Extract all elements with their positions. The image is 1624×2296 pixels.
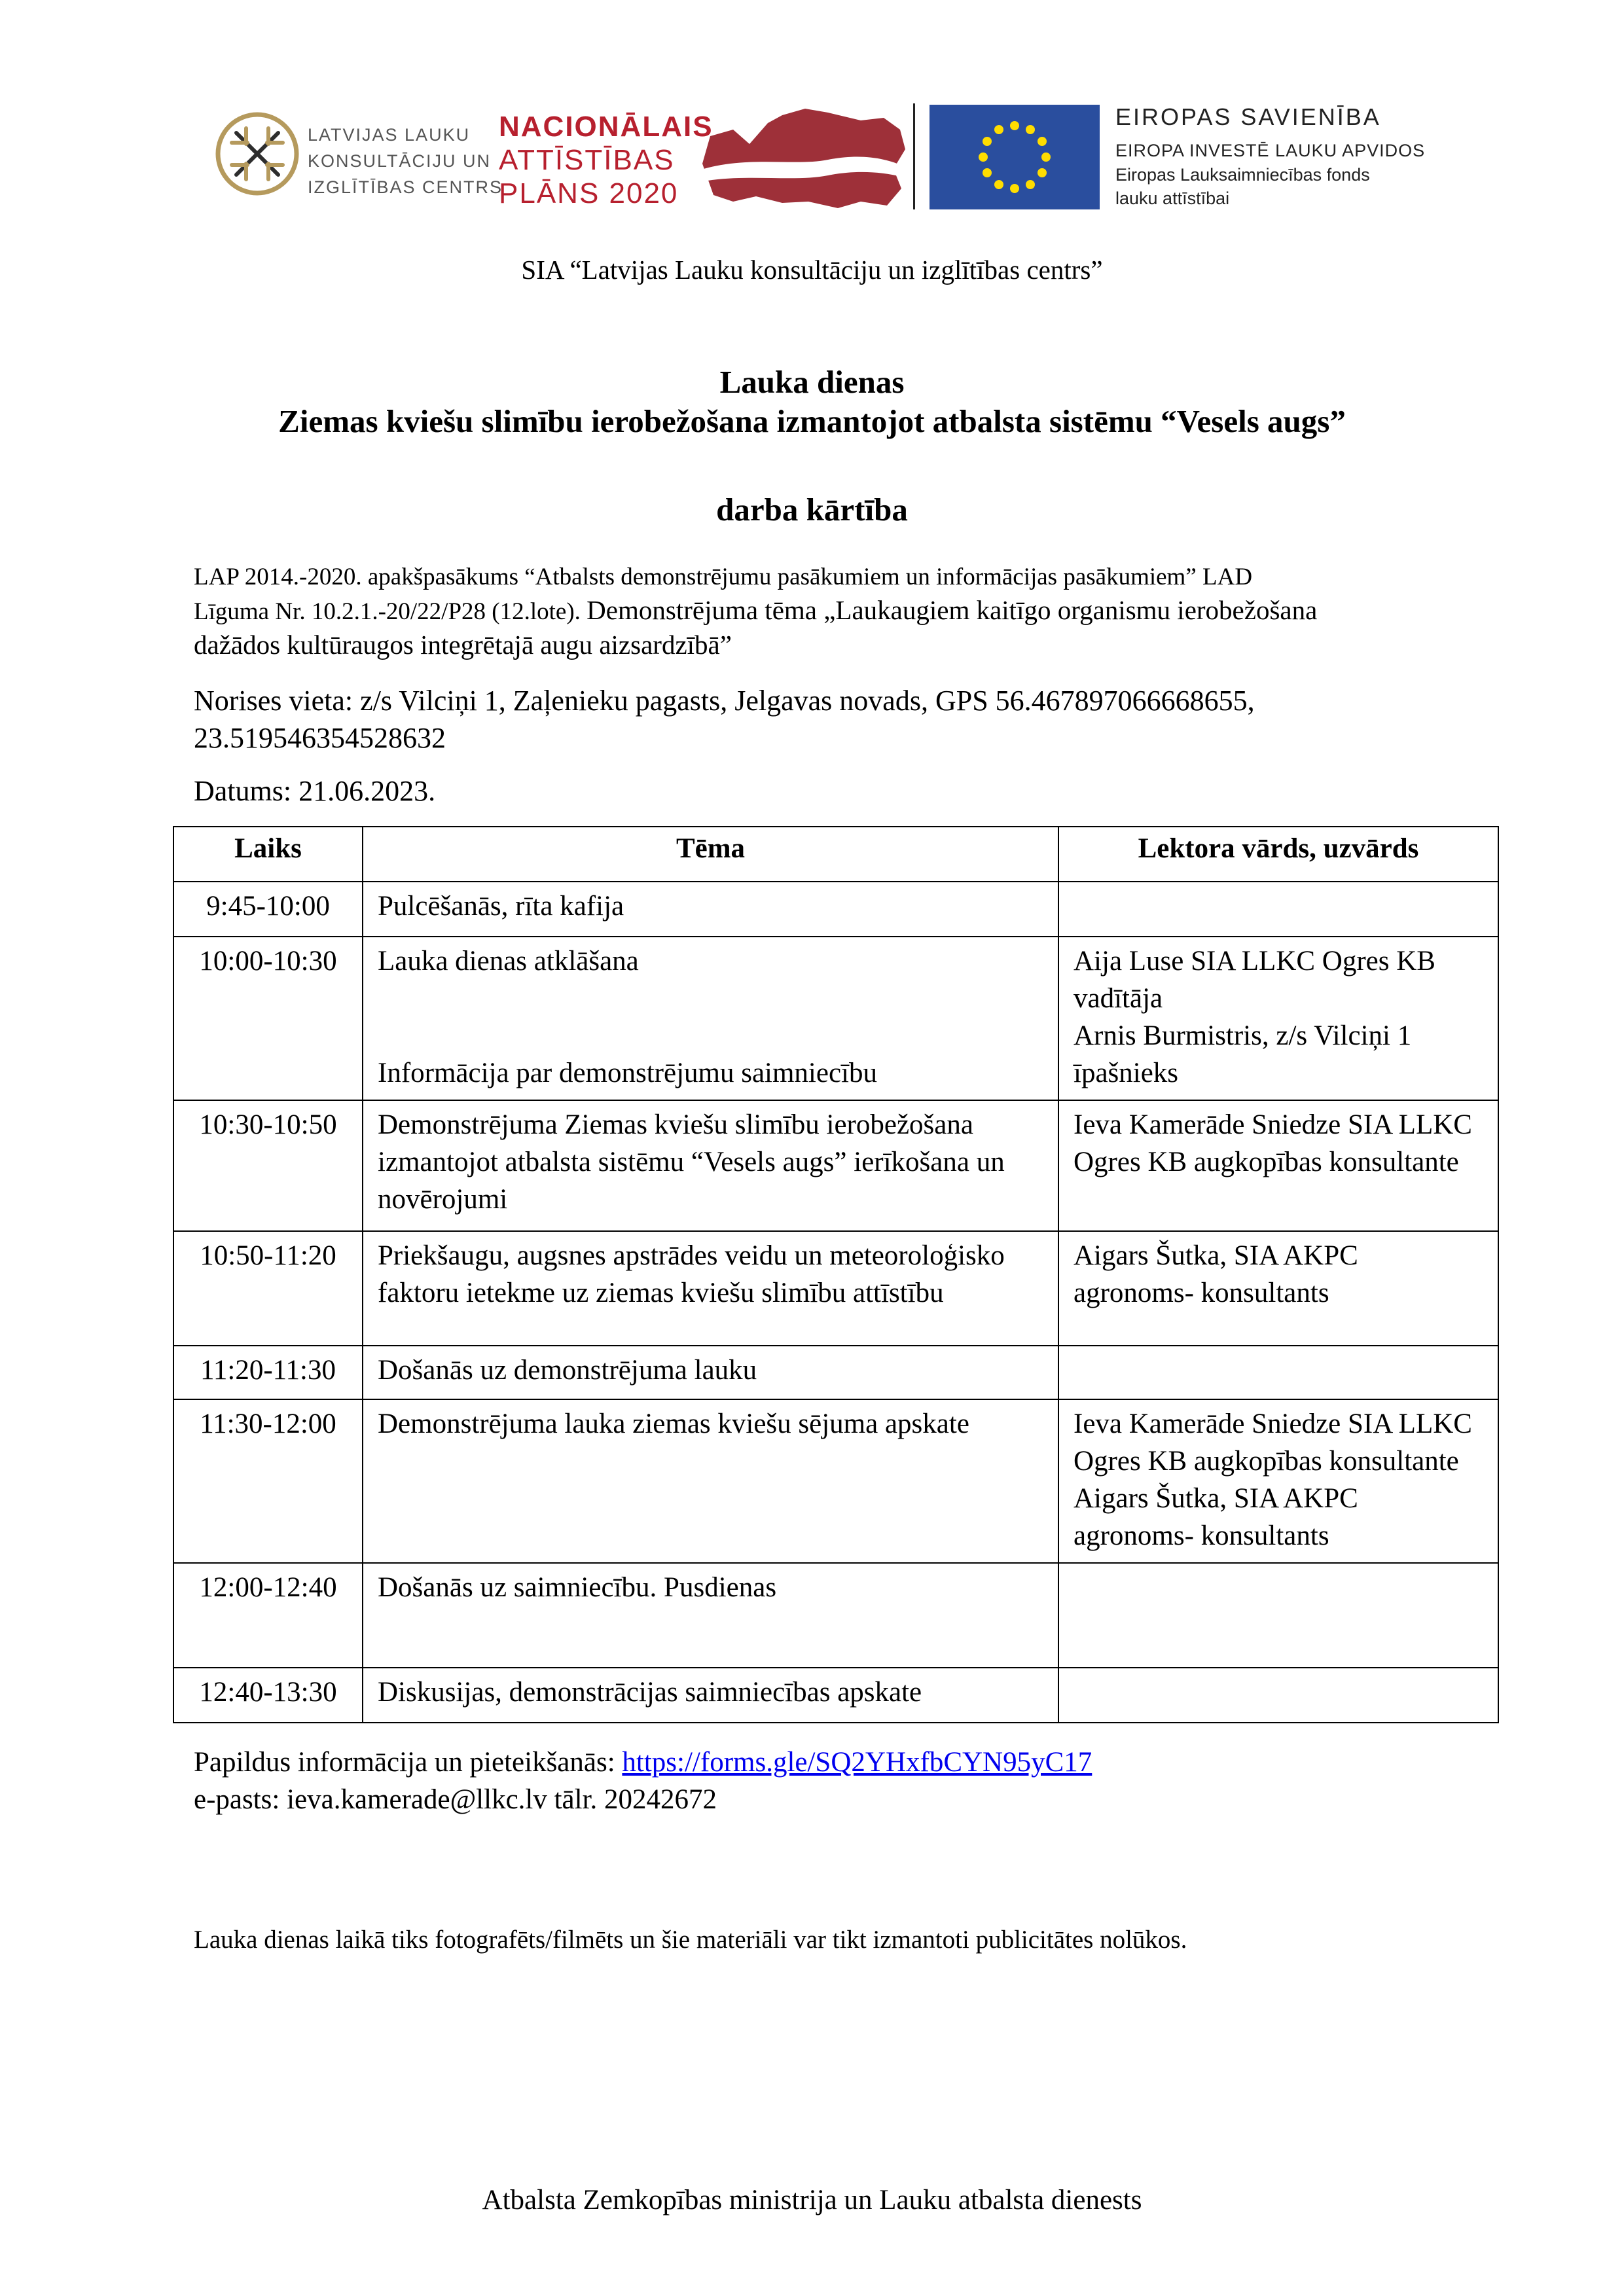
llkc-line-2: KONSULTĀCIJU UN [308, 151, 492, 171]
agenda-heading: darba kārtība [716, 492, 908, 528]
table-row [173, 1231, 1498, 1346]
row-lecturer: Ieva Kamerāde Sniedze SIA LLKC Ogres KB augkopības konsultante Aigars Šutka, SIA AKPC agronoms- konsultants [1058, 1399, 1498, 1563]
table-row [173, 882, 1498, 937]
table-row [173, 1399, 1498, 1563]
photo-notice: Lauka dienas laikā tiks fotografēts/filmēts un šie materiāli var tikt izmantoti publicitātes nolūkos. [194, 1926, 1187, 1954]
additional-info [194, 1744, 1092, 1818]
llkc-logo [213, 110, 301, 198]
eu-title: EIROPAS SAVIENĪBA [1115, 103, 1381, 130]
eu-flag [929, 105, 1100, 209]
venue-text: Norises vieta: z/s Vilciņi 1, Zaļenieku pagasts, Jelgavas novads, GPS 56.467897066668655, 23.519546354528632 [194, 685, 1255, 754]
document-subtitle: Ziemas kviešu slimību ierobežošana izmantojot atbalsta sistēmu “Vesels augs” [278, 403, 1346, 439]
document-title: Lauka dienas [719, 364, 905, 400]
header-topic: Tēma [363, 827, 1058, 882]
program-line-1: LAP 2014.-2020. apakšpasākums “Atbalsts demonstrējumu pasākumiem un informācijas pasākumiem” LAD [194, 564, 1253, 590]
row-lecturer-part-2: Arnis Burmistris, z/s Vilciņi 1 īpašnieks [1074, 1020, 1412, 1088]
table-row [173, 1668, 1498, 1723]
eu-stars-icon [929, 105, 1100, 209]
row-topic: Došanās uz demonstrējuma lauku [363, 1346, 1058, 1399]
agenda-table [173, 826, 1499, 1723]
row-time: 9:45-10:00 [173, 882, 363, 937]
logo-divider [913, 103, 915, 209]
row-topic: Diskusijas, demonstrācijas saimniecības apskate [363, 1668, 1058, 1723]
table-row [173, 1100, 1498, 1231]
row-lecturer [1058, 882, 1498, 937]
row-time: 10:30-10:50 [173, 1100, 363, 1231]
nap-line-2: ATTĪSTĪBAS [499, 144, 675, 176]
nap-line-3: PLĀNS 2020 [499, 177, 679, 209]
contact-line: e-pasts: ieva.kamerade@llkc.lv tālr. 20242672 [194, 1784, 717, 1815]
nap-line-1: NACIONĀLAIS [499, 111, 713, 143]
table-row [173, 1563, 1498, 1668]
event-date: Datums: 21.06.2023. [194, 775, 436, 807]
row-time: 12:00-12:40 [173, 1563, 363, 1668]
row-topic [363, 937, 1058, 1100]
row-time: 12:40-13:30 [173, 1668, 363, 1723]
row-lecturer [1058, 1563, 1498, 1668]
table-row [173, 937, 1498, 1100]
row-lecturer [1058, 1668, 1498, 1723]
demo-topic-end: dažādos kultūraugos integrētajā augu aizsardzībā” [194, 630, 732, 660]
eu-fund-line-2: lauku attīstībai [1115, 188, 1230, 208]
eu-subtitle: EIROPA INVESTĒ LAUKU APVIDOS [1115, 141, 1426, 160]
llkc-logo-text [308, 122, 503, 200]
row-lecturer-part-1: Aija Luse SIA LLKC Ogres KB vadītāja [1074, 946, 1435, 1014]
row-topic-part-2: Informācija par demonstrējumu saimniecību [378, 1058, 877, 1088]
row-time: 10:50-11:20 [173, 1231, 363, 1346]
table-header-row [173, 827, 1498, 882]
sponsor-footer: Atbalsta Zemkopības ministrija un Lauku atbalsta dienests [482, 2185, 1142, 2215]
llkc-line-3: IZGLĪTĪBAS CENTRS [308, 177, 503, 197]
contract-number: Līguma Nr. 10.2.1.-20/22/P28 (12.lote). [194, 598, 587, 625]
registration-line [194, 1744, 1092, 1781]
row-time: 11:20-11:30 [173, 1346, 363, 1399]
header-lecturer: Lektora vārds, uzvārds [1058, 827, 1498, 882]
table-row [173, 1346, 1498, 1399]
header-time: Laiks [173, 827, 363, 882]
row-topic: Došanās uz saimniecību. Pusdienas [363, 1563, 1058, 1668]
row-topic: Pulcēšanās, rīta kafija [363, 882, 1058, 937]
nap-logo-text [499, 110, 713, 210]
latvia-map-logo [697, 103, 910, 215]
row-lecturer [1058, 937, 1498, 1100]
row-topic: Demonstrējuma lauka ziemas kviešu sējuma apskate [363, 1399, 1058, 1563]
row-topic: Demonstrējuma Ziemas kviešu slimību ierobežošana izmantojot atbalsta sistēmu “Vesels augs” ierīkošana un novērojumi [363, 1100, 1058, 1231]
llkc-emblem-icon [213, 110, 301, 198]
llkc-line-1: LATVIJAS LAUKU [308, 125, 471, 145]
row-lecturer [1058, 1346, 1498, 1399]
registration-link[interactable]: https://forms.gle/SQ2YHxfbCYN95yC17 [622, 1747, 1092, 1778]
latvia-map-icon [697, 103, 910, 215]
row-lecturer: Ieva Kamerāde Sniedze SIA LLKC Ogres KB augkopības konsultante [1058, 1100, 1498, 1231]
eu-fund-line-1: Eiropas Lauksaimniecības fonds [1115, 165, 1370, 185]
row-topic: Priekšaugu, augsnes apstrādes veidu un meteoroloģisko faktoru ietekme uz ziemas kviešu slimību attīstību [363, 1231, 1058, 1346]
row-time: 10:00-10:30 [173, 937, 363, 1100]
organization-name: SIA “Latvijas Lauku konsultāciju un izglītības centrs” [521, 255, 1103, 285]
program-description [194, 561, 1470, 661]
row-topic-part-1: Lauka dienas atklāšana [378, 946, 639, 977]
registration-label: Papildus informācija un pieteikšanās: [194, 1747, 623, 1778]
row-time: 11:30-12:00 [173, 1399, 363, 1563]
row-lecturer: Aigars Šutka, SIA AKPC agronoms- konsultants [1058, 1231, 1498, 1346]
demo-topic-start: Demonstrējuma tēma „Laukaugiem kaitīgo organismu ierobežošana [586, 595, 1318, 625]
program-line-2 [194, 594, 1470, 628]
